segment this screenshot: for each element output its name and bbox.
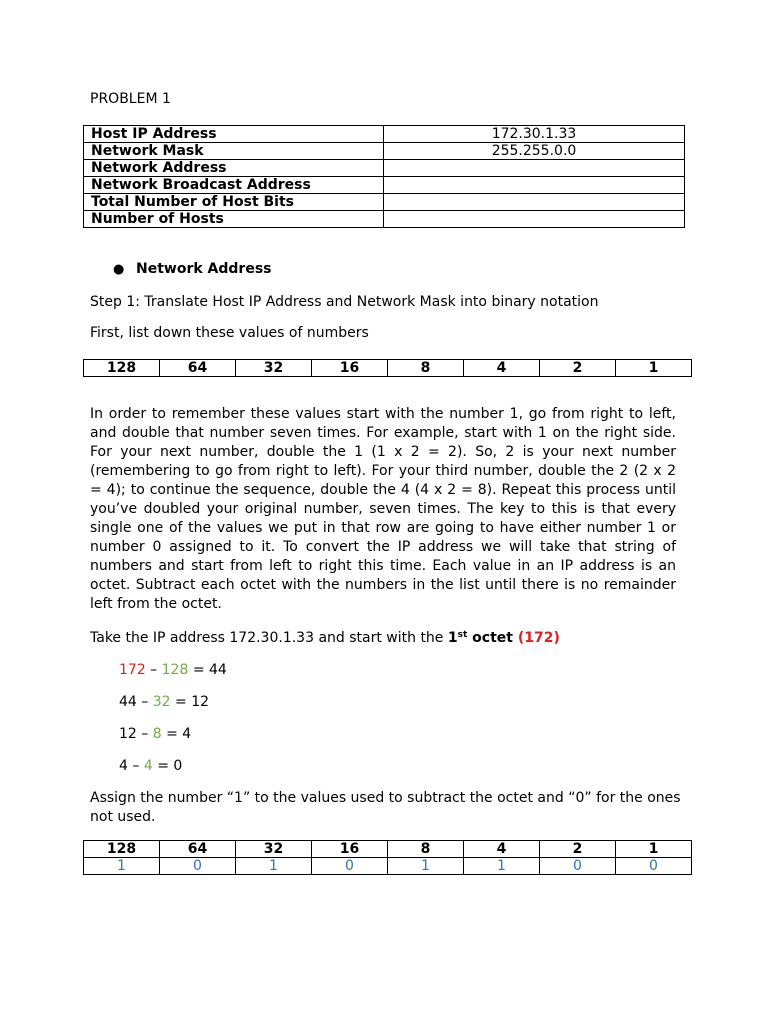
bit-value-cell: 8 xyxy=(388,841,464,858)
bit-value-cell: 2 xyxy=(540,841,616,858)
instruction-text: First, list down these values of numbers xyxy=(90,325,369,341)
binary-bit-cell: 1 xyxy=(84,858,160,875)
calc-line: 4 – 4 = 0 xyxy=(119,758,183,774)
bullet-dot-icon: ● xyxy=(113,262,125,277)
binary-bit-cell: 0 xyxy=(616,858,692,875)
octet-intro xyxy=(90,630,560,646)
calc-operand: 44 xyxy=(119,694,137,710)
calc-operand: 172 xyxy=(119,662,146,678)
calc-result: = 44 xyxy=(188,662,227,678)
binary-bit-cell: 1 xyxy=(388,858,464,875)
table-row xyxy=(84,211,685,228)
calc-line: 12 – 8 = 4 xyxy=(119,726,192,742)
calc-result: = 0 xyxy=(152,758,183,774)
calc-subtrahend: 32 xyxy=(152,694,171,710)
bit-value-cell: 4 xyxy=(464,360,540,377)
row-label: Network Broadcast Address xyxy=(84,177,384,194)
row-label: Number of Hosts xyxy=(84,211,384,228)
row-label: Network Address xyxy=(84,160,384,177)
table-row xyxy=(84,360,692,377)
calc-line: 44 – 32 = 12 xyxy=(119,694,210,710)
table-row xyxy=(84,177,685,194)
table-row xyxy=(84,858,692,875)
calc-operand: 12 xyxy=(119,726,137,742)
row-value: 255.255.0.0 xyxy=(384,143,685,160)
calc-subtrahend: 4 xyxy=(143,758,153,774)
bit-value-cell: 32 xyxy=(236,841,312,858)
row-label: Network Mask xyxy=(84,143,384,160)
host-info-table xyxy=(83,125,685,228)
table-row xyxy=(84,126,685,143)
row-value: 172.30.1.33 xyxy=(384,126,685,143)
binary-bit-cell: 0 xyxy=(312,858,388,875)
bit-value-cell: 1 xyxy=(616,841,692,858)
table-row xyxy=(84,160,685,177)
row-value xyxy=(384,177,685,194)
row-value xyxy=(384,160,685,177)
binary-conversion-table xyxy=(83,840,692,875)
octet-intro-text: Take the IP address 172.30.1.33 and start with the xyxy=(90,630,448,646)
binary-bit-cell: 1 xyxy=(464,858,540,875)
section-heading: Network Address xyxy=(136,261,272,277)
binary-bit-cell: 0 xyxy=(160,858,236,875)
calc-operand: 4 xyxy=(119,758,128,774)
table-row xyxy=(84,143,685,160)
explanation-paragraph: In order to remember these values start with the number 1, go from right to left, and double that number seven times. For example, start with 1 on the right side. For your next number, double the 1 (1 x 2 = 2). So, 2 is your next number (remembering to go from right to left). For your third number, double the 2 (2 x 2 = 4); to continue the sequence, double the 4 (4 x 2 = 8). Repeat this process until you’ve doubled your original number, seven times. The key to this is that every single one of the values we put in that row are going to have either number 1 or number 0 assigned to it. To convert the IP address we will take that string of numbers and start from left to right this time. Each value in an IP address is an octet. Subtract each octet with the numbers in the list until there is no remainder left from the octet. xyxy=(90,406,676,612)
row-value xyxy=(384,194,685,211)
calc-result: = 12 xyxy=(170,694,210,710)
assign-instruction: Assign the number “1” to the values used to subtract the octet and “0” for the ones not used. xyxy=(90,790,681,825)
bit-value-cell: 64 xyxy=(160,360,236,377)
bit-value-cell: 128 xyxy=(84,841,160,858)
bit-value-cell: 4 xyxy=(464,841,540,858)
binary-bit-cell: 0 xyxy=(540,858,616,875)
bit-value-cell: 32 xyxy=(236,360,312,377)
calc-result: = 4 xyxy=(161,726,192,742)
calc-subtrahend: 128 xyxy=(161,662,189,678)
binary-bit-cell: 1 xyxy=(236,858,312,875)
ordinal-label: 1st octet xyxy=(447,630,518,646)
bit-value-cell: 64 xyxy=(160,841,236,858)
bit-value-cell: 1 xyxy=(616,360,692,377)
row-label: Total Number of Host Bits xyxy=(84,194,384,211)
octet-value: (172) xyxy=(517,630,560,646)
problem-title: PROBLEM 1 xyxy=(90,91,171,107)
bit-value-cell: 2 xyxy=(540,360,616,377)
bit-value-cell: 16 xyxy=(312,360,388,377)
row-value xyxy=(384,211,685,228)
bit-values-table xyxy=(83,359,692,377)
step-text: Step 1: Translate Host IP Address and Network Mask into binary notation xyxy=(90,294,599,310)
table-row xyxy=(84,841,692,858)
calc-subtrahend: 8 xyxy=(152,726,162,742)
bit-value-cell: 8 xyxy=(388,360,464,377)
bit-value-cell: 16 xyxy=(312,841,388,858)
bit-value-cell: 128 xyxy=(84,360,160,377)
row-label: Host IP Address xyxy=(84,126,384,143)
table-row xyxy=(84,194,685,211)
calc-line: 172 – 128 = 44 xyxy=(119,662,227,678)
